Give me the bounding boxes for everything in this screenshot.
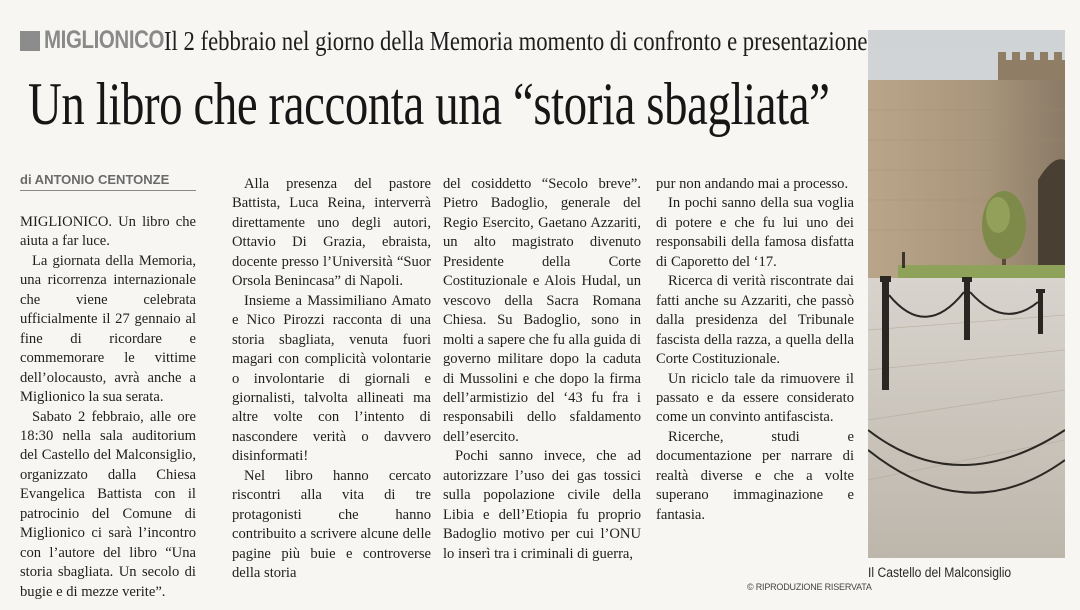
paragraph: Ricerca di verità riscontrate dai fatti anche su Azzariti, che passò dalla presidenza del Tribunale fascista della razza, a quella della Corte Costituzionale.: [656, 273, 854, 368]
paragraph: Pochi sanno invece, che ad autorizzare l’uso dei gas tossici sulla popolazione civile della Libia e dell’Etiopia fu proprio Badoglio motivo per cui l’ONU lo inserì tra i criminali di guerra,: [443, 448, 641, 562]
paragraph: La giornata della Memoria, una ricorrenza internazionale che viene celebrata ufficialmente il 27 gennaio al fine di ricordare e commemorare le vittime dell’olocausto, avrà anche a Miglionico la sua serata.: [20, 252, 196, 406]
paragraph: pur non andando mai a processo.: [656, 176, 849, 192]
article-column-2: [232, 175, 431, 584]
paragraph: del cosiddetto “Secolo breve”. Pietro Badoglio, generale del Regio Esercito, Gaetano Azzariti, un alto magistrato divenuto Presidente della Corte Costituzionale e Alois Hudal, un vescovo della Sacra Romana Chiesa. Su Badoglio, sono in molti a sapere che fu alla guida di governo militare dopo la caduta di Mussolini e che dopo la firma dell’armistizio del ‘43 fu fra i responsabili dello sfaldamento dell’esercito.: [443, 176, 641, 445]
kicker-square: [20, 31, 40, 51]
photo-caption: Il Castello del Malconsiglio: [868, 565, 1012, 580]
copyright-note: © RIPRODUZIONE RISERVATA: [747, 582, 872, 592]
kicker-subtitle: Il 2 febbraio nel giorno della Memoria momento di confronto e presentazione: [164, 26, 868, 56]
paragraph: Ricerche, studi e documentazione per narrare di realtà diverse e che a volte superano immaginazione e fantasia.: [656, 428, 854, 523]
article-column-1: [20, 213, 196, 602]
byline: di ANTONIO CENTONZE: [20, 172, 196, 191]
paragraph: In pochi sanno della sua voglia di potere e che fu lui uno dei responsabili della famosa disfatta di Caporetto del ‘17.: [656, 195, 854, 270]
paragraph: Sabato 2 febbraio, alle ore 18:30 nella sala auditorium del Castello del Malconsiglio, organizzato dalla Chiesa Evangelica Battista con il patrocinio del Comune di Miglionico ci sarà l’incontro con l’autore del libro “Una storia sbagliata. Un secolo di bugie e di mezze verite”.: [20, 408, 196, 600]
paragraph: Un riciclo tale da rimuovere il passato e da essere considerato come un convinto antifascista.: [656, 370, 854, 426]
paragraph: MIGLIONICO. Un libro che aiuta a far luce.: [20, 214, 196, 250]
article-column-4: [656, 175, 854, 525]
paragraph: Insieme a Massimiliano Amato e Nico Pirozzi racconta di una storia sbagliata, venuta fuori magari con complicità volontarie o involontarie di giornali e giornalisti, talvolta allineati ma altre volte con l’intento di nascondere verità o davvero disinformati!: [232, 292, 431, 465]
paragraph: Nel libro hanno cercato riscontri alla vita di tre protagonisti che hanno contribuito a scrivere alcune delle pagine più buie e controverse della storia: [232, 467, 431, 582]
paragraph: Alla presenza del pastore Battista, Luca Reina, interverrà direttamente uno degli autori, Ottavio Di Grazia, ebraista, docente presso l’Università “Suor Orsola Benincasa” di Napoli.: [232, 176, 431, 290]
article-column-3: [443, 175, 641, 564]
headline: Un libro che racconta una “storia sbagliata”: [28, 71, 830, 137]
castle-photo: [868, 30, 1065, 558]
kicker-label: MIGLIONICO: [44, 26, 165, 54]
